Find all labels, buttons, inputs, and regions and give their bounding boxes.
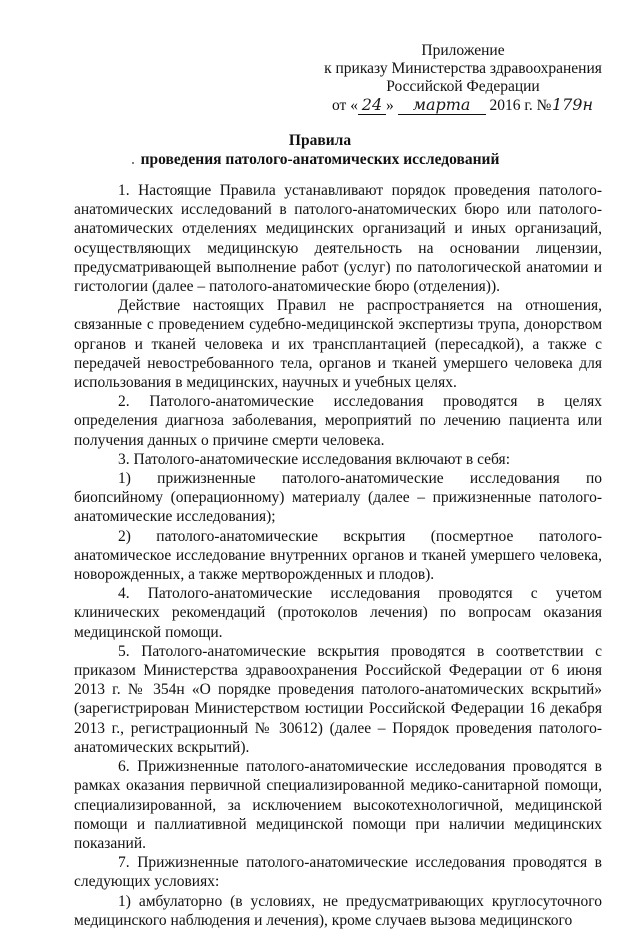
paragraph: 6. Прижизненные патолого-анатомические исследования проводятся в рамках оказания первичной специализированной медико-санитарной помощи, специализированной, за исключением высокотехнологичной, медицинской помощи и паллиативной медицинской помощи при наличии медицинских показаний. [74,758,602,852]
order-number-handwritten: 179н [551,95,594,114]
document-subtitle: проведения патолого-анатомических исследований [140,151,500,168]
paragraph: 1) прижизненные патолого-анатомические исследования по биопсийному (операционному) материалу (далее – прижизненные патолого-анатомические исследования); [74,470,602,526]
order-day-handwritten: 24 [358,96,386,115]
paragraph: Действие настоящих Правил не распространяется на отношения, связанные с проведением судебно-медицинской экспертизы трупа, донорством органов и тканей человека и их трансплантацией (пересадкой), а также с передачей невостребованного тела, органов и тканей умершего человека для использования в медицинских, научных и учебных целях. [74,297,602,392]
order-month-handwritten: марта [398,96,486,115]
ministry-country: Российской Федерации [386,78,540,95]
order-mid: » [385,97,394,114]
paragraph: 5. Патолого-анатомические вскрытия проводятся в соответствии с приказом Министерства здравоохранения Российской Федерации от 6 июня 2013 г. № 354н «О порядке проведения патолого-анатомических вскрытий» (зарегистрирован Министерством юстиции Российской Федерации 16 декабря 2013 г., регистрационный № 30612) (далее – Порядок проведения патолого-анатомических вскрытий). [74,642,602,756]
appendix-header [318,42,608,115]
order-year: 2016 г. № [489,97,552,114]
paragraph: 1. Настоящие Правила устанавливают порядок проведения патолого-анатомических исследований в патолого-анатомических бюро или патолого-анатомических отделениях медицинских организаций и иных организаций, осуществляющих медицинскую деятельность на основании лицензии, предусматривающей выполнение работ (услуг) по патологической анатомии и гистологии (далее – патолого-анатомические бюро (отделения)). [74,182,602,296]
document-body [74,181,602,930]
paragraph: 7. Прижизненные патолого-анатомические исследования проводятся в следующих условиях: [74,854,602,891]
appendix-label: Приложение [421,42,505,59]
paragraph: 2) патолого-анатомические вскрытия (посмертное патолого-анатомическое исследование внутренних органов и тканей умершего человека, новорожденных, а также мертворожденных и плодов). [74,527,602,584]
document-title: Правила [288,132,352,149]
order-reference: к приказу Министерства здравоохранения [324,60,602,77]
order-date-line [318,96,608,115]
order-prefix: от « [332,97,358,114]
paragraph: 2. Патолого-анатомические исследования проводятся в целях определения диагноза заболевания, мероприятий по лечению пациента или получения данных о причине смерти человека. [74,393,602,449]
paragraph: 1) амбулаторно (в условиях, не предусматривающих круглосуточного медицинского наблюдения и лечения), кроме случаев вызова медицинского [74,892,602,929]
paragraph: 4. Патолого-анатомические исследования проводятся с учетом клинических рекомендаций (протоколов лечения) по вопросам оказания медицинской помощи. [74,585,602,641]
scan-speck [132,162,134,164]
paragraph: 3. Патолого-анатомические исследования включают в себя: [118,450,510,468]
